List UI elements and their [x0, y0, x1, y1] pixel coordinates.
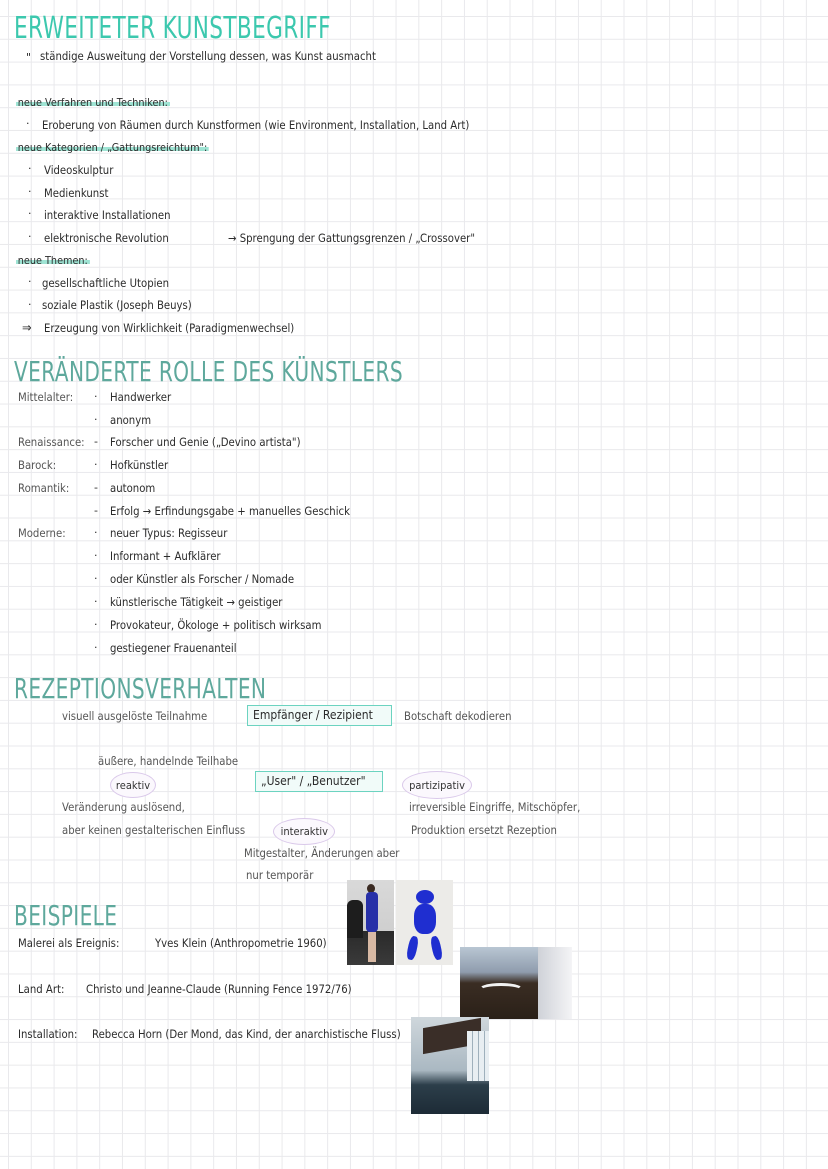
- reaktiv-oval: [110, 772, 156, 798]
- conclusion-text: Erzeugung von Wirklichkeit (Paradigmenwechsel): [44, 321, 295, 335]
- klein-anthropometry-photo: [396, 880, 453, 965]
- bullet-icon: ·: [94, 526, 98, 539]
- list-item: gesellschaftliche Utopien: [42, 276, 170, 290]
- epoch-label: Moderne:: [18, 526, 66, 540]
- role-item: gestiegener Frauenanteil: [110, 641, 237, 655]
- bullet-icon: ": [26, 51, 32, 64]
- list-item: soziale Plastik (Joseph Beuys): [42, 298, 192, 312]
- subheading-kategorien: neue Kategorien / „Gattungsreichtum":: [17, 141, 208, 154]
- bullet-icon: ·: [94, 641, 98, 654]
- role-item: Hofkünstler: [110, 458, 169, 472]
- botschaft-text: Botschaft dekodieren: [404, 709, 512, 723]
- empfaenger-box: [247, 705, 392, 726]
- interaktiv-oval: [273, 818, 335, 845]
- interaktiv-label: interaktiv: [280, 825, 328, 838]
- blue-print-shape: [414, 904, 436, 934]
- role-item: Informant + Aufklärer: [110, 549, 221, 563]
- bullet-icon: ·: [94, 413, 98, 426]
- role-item: neuer Typus: Regisseur: [110, 526, 228, 540]
- intro-text: ständige Ausweitung der Vorstellung dessen, was Kunst ausmacht: [40, 49, 376, 63]
- partizipativ-label: partizipativ: [409, 778, 465, 792]
- example-text: Yves Klein (Anthropometrie 1960): [155, 936, 327, 950]
- role-item: Provokateur, Ökologe + politisch wirksam: [110, 618, 322, 632]
- list-item: elektronische Revolution: [44, 231, 169, 245]
- role-item: künstlerische Tätigkeit → geistiger: [110, 595, 283, 609]
- example-label: Installation:: [18, 1027, 78, 1041]
- section-title-kunstbegriff: ERWEITETER KUNSTBEGRIFF: [14, 11, 331, 46]
- blue-print-shape: [416, 890, 434, 904]
- window: [467, 1031, 489, 1081]
- role-item: oder Künstler als Forscher / Nomade: [110, 572, 295, 586]
- arrow-note: → Sprengung der Gattungsgrenzen / „Crossover": [228, 231, 476, 245]
- bullet-icon: ·: [94, 390, 98, 403]
- blue-print-shape: [430, 935, 444, 960]
- interaktiv-desc: Mitgestalter, Änderungen aber: [244, 846, 400, 860]
- fence-fabric: [538, 947, 572, 1019]
- list-item: Eroberung von Räumen durch Kunstformen (wie Environment, Installation, Land Art): [42, 118, 470, 132]
- visuell-text: visuell ausgelöste Teilnahme: [62, 709, 208, 723]
- figure-legs: [368, 932, 376, 962]
- list-item: Videoskulptur: [44, 163, 114, 177]
- running-fence-photo: [460, 947, 572, 1019]
- bullet-icon: ·: [94, 458, 98, 471]
- epoch-label: Renaissance:: [18, 435, 85, 449]
- example-label: Malerei als Ereignis:: [18, 936, 120, 950]
- aeussere-text: äußere, handelnde Teilhabe: [98, 754, 239, 768]
- bullet-icon: ·: [28, 207, 32, 220]
- epoch-label: Mittelalter:: [18, 390, 74, 404]
- dash-icon: -: [94, 435, 98, 448]
- bullet-icon: ·: [28, 230, 32, 243]
- section-title-rolle: VERÄNDERTE ROLLE DES KÜNSTLERS: [14, 355, 404, 388]
- section-title-beispiele: BEISPIELE: [14, 899, 118, 932]
- figure-person: [347, 900, 363, 938]
- example-text: Christo und Jeanne-Claude (Running Fence 1972/76): [86, 982, 352, 996]
- example-label: Land Art:: [18, 982, 65, 996]
- partizipativ-oval: [402, 771, 472, 799]
- klein-performance-photo: [347, 880, 394, 965]
- example-text: Rebecca Horn (Der Mond, das Kind, der anarchistische Fluss): [92, 1027, 401, 1041]
- bullet-icon: ·: [28, 162, 32, 175]
- reaktiv-desc: aber keinen gestalterischen Einfluss: [62, 823, 246, 837]
- subheading-verfahren: neue Verfahren und Techniken:: [17, 96, 168, 109]
- bullet-icon: ·: [94, 549, 98, 562]
- reaktiv-label: reaktiv: [115, 778, 151, 792]
- interaktiv-desc: nur temporär: [246, 868, 314, 882]
- partizipativ-desc: irreversible Eingriffe, Mitschöpfer,: [409, 800, 581, 814]
- reaktiv-desc: Veränderung auslösend,: [62, 800, 185, 814]
- empfaenger-label: Empfänger / Rezipient: [253, 708, 373, 722]
- subheading-themen: neue Themen:: [17, 254, 88, 267]
- bullet-icon: ·: [28, 185, 32, 198]
- role-item: Forscher und Genie („Devino artista"): [110, 435, 301, 449]
- fence-line: [478, 983, 524, 997]
- epoch-label: Romantik:: [18, 481, 70, 495]
- user-box: [255, 771, 383, 792]
- horn-installation-photo: [411, 1017, 489, 1114]
- role-item: anonym: [110, 413, 152, 427]
- dash-icon: -: [94, 504, 98, 517]
- bullet-icon: ·: [28, 298, 32, 311]
- role-item: autonom: [110, 481, 156, 495]
- bullet-icon: ·: [26, 117, 30, 130]
- list-item: interaktive Installationen: [44, 208, 171, 222]
- role-item: Erfolg → Erfindungsgabe + manuelles Geschick: [110, 504, 350, 518]
- role-item: Handwerker: [110, 390, 172, 404]
- section-title-rezeption: REZEPTIONSVERHALTEN: [14, 672, 267, 705]
- figure-body-blue: [366, 892, 378, 932]
- bullet-icon: ·: [94, 572, 98, 585]
- bullet-icon: ·: [94, 595, 98, 608]
- partizipativ-desc: Produktion ersetzt Rezeption: [411, 823, 557, 837]
- list-item: Medienkunst: [44, 186, 109, 200]
- dash-icon: -: [94, 481, 98, 494]
- blue-print-shape: [406, 935, 420, 960]
- double-arrow-icon: ⇒: [22, 321, 32, 336]
- bullet-icon: ·: [28, 275, 32, 288]
- user-label: „User" / „Benutzer": [261, 774, 366, 788]
- epoch-label: Barock:: [18, 458, 57, 472]
- bullet-icon: ·: [94, 618, 98, 631]
